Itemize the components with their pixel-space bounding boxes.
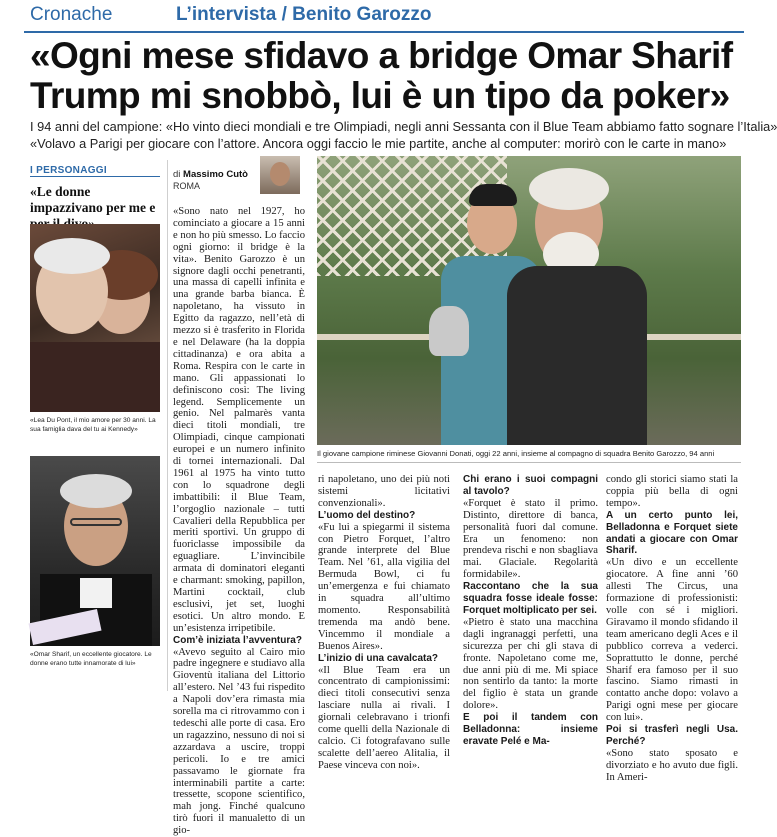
paragraph: «Il Blue Team era un concentrato di campionissimi: dieci titoli consecutivi senza lasciare nulla ai rivali. I giornali celebravano i trionfi come quelli della Nazionale di calcio. Ci fotografavano sulle scalette dell’aereo Alitalia, il Paese vinceva con noi». <box>318 664 450 771</box>
paragraph: condo gli storici siamo stati la coppia più bella di ogni tempo». <box>606 474 738 509</box>
old-man-shirt <box>507 266 647 445</box>
author-photo <box>260 156 300 194</box>
paragraph: «Un divo e un eccellente giocatore. A fine anni ’60 allestì The Circus, una formazione di professionisti: volle con sé i migliori. Giravamo il mondo sfidando il team americano degli Aces e il pubblico correva a vederci. Soprattutto le donne, perché Sharif era famoso per il suo fascino. Siamo rimasti in contatto anche dopo: volavo a Parigi ogni mese per giocare con lui». <box>606 557 738 724</box>
paragraph: «Forquet è stato il primo. Distinto, direttore di banca, personalità fuori dal comune. Era un fenomeno: non prendeva rischi e non sbagliava mai. Glaciale. Regolarità formidabile». <box>463 497 598 581</box>
section-name[interactable]: Cronache <box>30 4 113 25</box>
question: Com’è iniziata l’avventura? <box>173 634 302 646</box>
header-rule <box>24 31 744 33</box>
paragraph: «Sono stato sposato e divorziato e ho avuto due figli. In Ameri- <box>606 747 738 783</box>
main-photo-caption: Il giovane campione riminese Giovanni Donati, oggi 22 anni, insieme al compagno di squadra Benito Garozzo, 94 anni <box>317 449 715 458</box>
subheadline-line-2: «Volavo a Parigi per giocare con l’attore. Ancora oggi faccio le mie partite, anche al computer: morirò con le carte in mano» <box>30 136 727 151</box>
question: Poi si trasferì negli Usa. Perché? <box>606 724 738 747</box>
byline <box>173 169 248 180</box>
byline-city: ROMA <box>173 181 200 191</box>
clothing <box>30 342 160 412</box>
headline <box>30 36 750 116</box>
paragraph: «Fu lui a spiegarmi il sistema con Pietro Forquet, l’altro grande interprete del Blue Team. Nel ’61, alla vigilia del Bermuda Bowl, ci fu un’emergenza e fui chiamato in squadra all’ultimo momento. Responsabilità tremenda ma andò bene. Vincemmo il mondiale a Buenos Aires». <box>318 521 450 652</box>
sidebar-label: I PERSONAGGI <box>30 165 107 176</box>
caption-lea-du-pont: «Lea Du Pont, il mio amore per 30 anni. La sua famiglia dava del tu ai Kennedy» <box>30 417 156 433</box>
caption-omar-sharif: «Omar Sharif, un eccellente giocatore. Le donne erano tutte innamorate di lui» <box>30 651 152 667</box>
subheadline-line-1: I 94 anni del campione: «Ho vinto dieci mondiali e tre Olimpiadi, negli anni Sessanta con il Blue Team abbiamo fatto sognare l’Italia» <box>30 119 777 134</box>
caption-rule <box>317 462 741 463</box>
article-column-3 <box>463 474 598 748</box>
sidebar-rule <box>30 176 160 177</box>
paragraph: «Avevo seguito al Cairo mio padre ingegnere e studiavo alla Gioventù italiana del Littorio all’estero. Nel ’43 fui rispedito a Napoli dov’era rimasta mia sorella ma ci ritrovammo con i tedeschi alle porte di casa. Ero un ragazzino, nessuno di noi si azzardava a uscire, troppi pericoli. Io e tre amici passavamo le giornate fra interminabili partite a carte: tressette, scopone scientifico, mah jong. Finché qualcuno tirò fuori il manualetto di un gio- <box>173 646 305 837</box>
article-kicker: L’intervista / Benito Garozzo <box>176 4 432 25</box>
sharif-hair <box>60 474 132 508</box>
headline-line-2: Trump mi snobbò, lui è un tipo da poker» <box>30 75 730 116</box>
sidebar-quote: «Le donne impazzivano per me e <box>30 184 156 215</box>
question: A un certo punto lei, Belladonna e Forquet siete andati a giocare con Omar Sharif. <box>606 509 738 557</box>
question: Raccontano che la sua squadra fosse ideale fosse: Forquet moltiplicato per sei. <box>463 581 598 616</box>
column-rule <box>167 160 168 691</box>
question: E poi il tandem con Belladonna: insieme eravate Pelé e Ma- <box>463 712 598 747</box>
paragraph: ri napoletano, uno dei più noti sistemi licitativi convenzionali». <box>318 474 450 509</box>
question: L’inizio di una cavalcata? <box>318 652 439 664</box>
article-column-4 <box>606 474 738 784</box>
author-face <box>270 162 290 186</box>
trophy <box>429 306 469 356</box>
shirt <box>80 578 112 608</box>
paragraph: «Sono nato nel 1927, ho cominciato a giocare a 15 anni e non ho più smesso. Lo faccio ogni giorno: il bridge è la vita». Benito Garozzo è un signore dagli occhi penetranti, una massa di capelli infinita e una grande barba bianca. È napoletano, ha vissuto in Egitto da ragazzo, nell’età di mezzo si è trasferito in Florida e nel Delaware (ha la doppia cittadinanza) e ora abita a Roma. Respira con le carte in mano. Gli appassionati lo definiscono così: The living legend. Semplicemente un genio. Nel palmarès vanta dieci titoli mondiali, tre Olimpiadi, cinque campionati europei e un numero infinito di tornei internazionali. Dal 1961 al 1975 ha vinto tutto con lo squadrone degli imbattibili: il Blue Team, l’orgoglio nazionale – tutti Cavalieri della Repubblica per meriti sportivi. Un gruppo di fuoriclasse impossibile da eguagliare. L’invincibile armata di dominatori eleganti e charmant: smoking, papillon, Martini cocktail, club esclusivi, jet set, luoghi esotici. Un altro mondo. E un’esistenza irripetibile. <box>173 206 305 634</box>
byline-author[interactable]: Massimo Cutò <box>183 169 248 180</box>
paragraph: «Pietro è stato una macchina dagli ingranaggi perfetti, una sicurezza per chi gli stava di fronte. Napoletano come me, due anni più di me. Mi spiace non sentirlo da tanto: la morte del figlio è stata un grande dolore». <box>463 616 598 712</box>
photo-omar-sharif[interactable] <box>30 456 160 646</box>
question: Chi erano i suoi compagni al tavolo? <box>463 474 598 497</box>
man-hair <box>34 238 110 274</box>
headline-line-1: «Ogni mese sfidavo a bridge Omar Sharif <box>30 35 733 76</box>
page-header <box>0 0 768 34</box>
question: L’uomo del destino? <box>318 509 416 521</box>
glasses <box>70 518 122 526</box>
photo-lea-du-pont[interactable] <box>30 224 160 412</box>
byline-prefix: di <box>173 169 181 180</box>
old-man-hair <box>529 168 609 210</box>
article-column-1 <box>173 206 305 837</box>
article-column-2 <box>318 474 450 772</box>
main-photo[interactable] <box>317 156 741 445</box>
young-man-hair <box>469 184 517 206</box>
